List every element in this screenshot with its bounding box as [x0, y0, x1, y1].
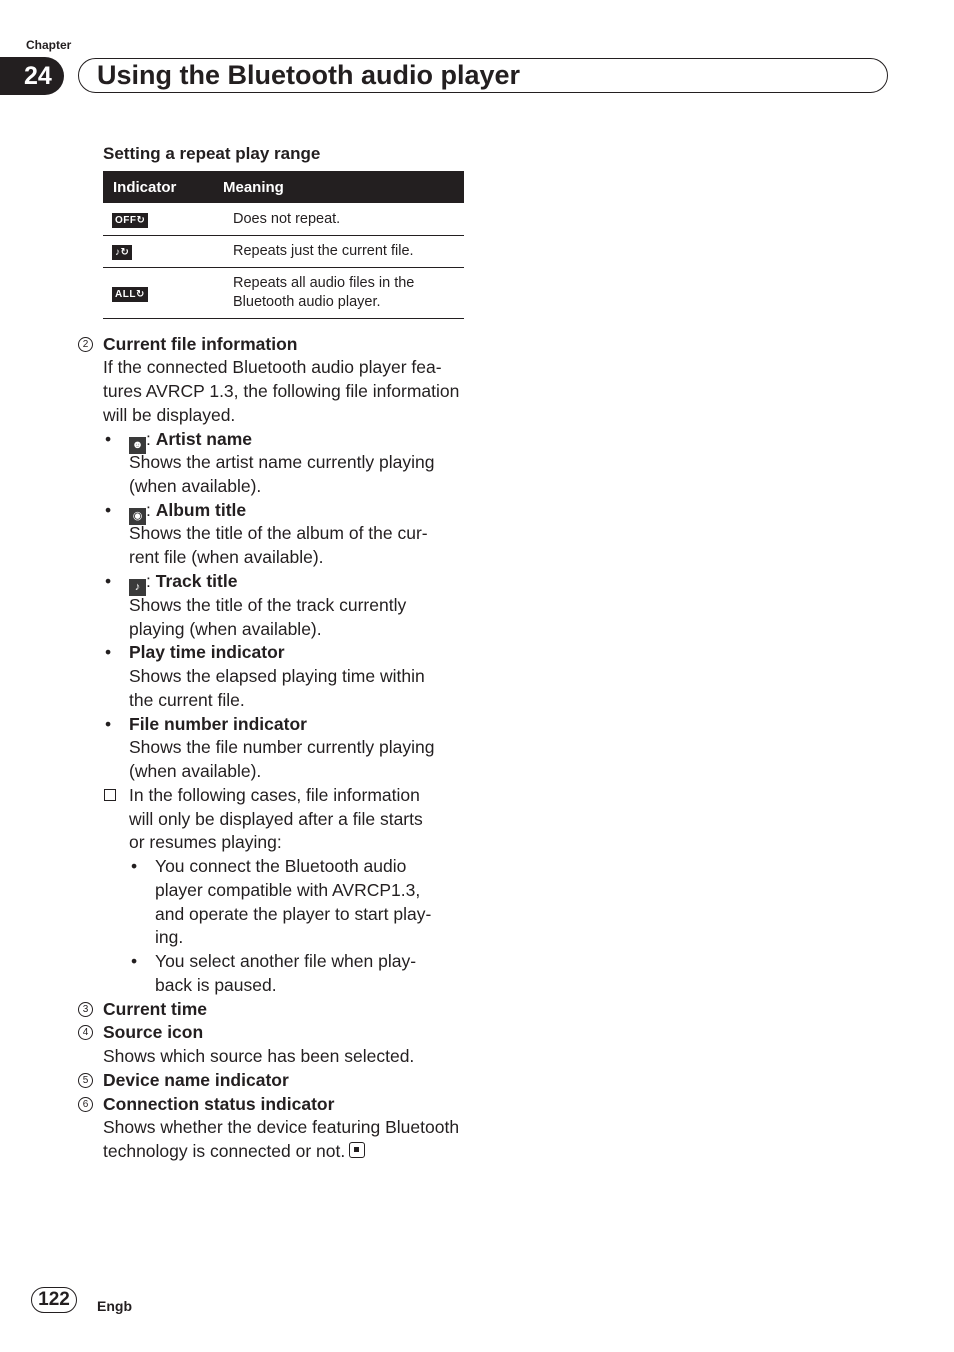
table-cell: Does not repeat.: [233, 210, 341, 227]
bullet: •: [105, 500, 112, 520]
table-cell: Repeats all audio files in the Bluetooth audio player.: [233, 275, 415, 310]
end-mark-icon: [349, 1142, 365, 1158]
note-text: will only be displayed after a file starts: [129, 809, 423, 829]
column-header-meaning: Meaning: [223, 178, 284, 196]
column-header-indicator: Indicator: [113, 178, 177, 196]
note-text: or resumes playing:: [129, 832, 282, 852]
page-number: 122: [31, 1287, 77, 1313]
chapter-label: Chapter: [26, 38, 72, 52]
sub-bullet-text: ing.: [155, 927, 184, 947]
repeat-one-icon: ♪ ↻: [112, 245, 132, 260]
chapter-number: 24: [0, 57, 64, 95]
item-marker: 5: [78, 1073, 93, 1088]
table-cell: Repeats just the current file.: [233, 243, 414, 259]
item-body: Shows whether the device featuring Bluetooth: [103, 1117, 460, 1137]
repeat-off-icon: OFF ↻: [112, 213, 148, 228]
item-body: Shows which source has been selected.: [103, 1046, 415, 1066]
table-header: [103, 171, 464, 203]
list-item: File number indicator: [129, 714, 307, 734]
item-body: If the connected Bluetooth audio player fea-: [103, 357, 442, 377]
item-body: technology is connected or not.: [103, 1141, 365, 1162]
track-icon: ♪: [129, 579, 146, 596]
list-item: ☻ : Artist name: [129, 429, 252, 454]
album-icon: ◉: [129, 508, 146, 525]
list-item: ♪ : Track title: [129, 571, 237, 596]
sub-bullet-text: and operate the player to start play-: [155, 904, 432, 924]
table-row: [103, 236, 464, 268]
list-item-desc: (when available).: [129, 761, 262, 781]
item-title: Current time: [103, 999, 208, 1019]
table-row: [103, 268, 464, 319]
list-item-desc: the current file.: [129, 690, 245, 710]
item-body: will be displayed.: [103, 405, 236, 425]
section-heading: Setting a repeat play range: [103, 144, 321, 163]
bullet: •: [105, 429, 112, 449]
note-text: In the following cases, file information: [129, 785, 420, 805]
item-marker: 6: [78, 1097, 93, 1112]
item-title: Connection status indicator: [103, 1094, 335, 1114]
bullet: •: [131, 951, 138, 971]
bullet: •: [105, 714, 112, 734]
item-marker: 2: [78, 337, 93, 352]
list-item: ◉ : Album title: [129, 500, 246, 525]
page-title: Using the Bluetooth audio player: [97, 60, 521, 90]
table-row: [103, 203, 464, 236]
list-item-desc: Shows the artist name currently playing: [129, 452, 435, 472]
repeat-all-icon: ALL ↻: [112, 287, 148, 302]
list-item-desc: playing (when available).: [129, 619, 322, 639]
item-title: Device name indicator: [103, 1070, 289, 1090]
bullet: •: [131, 856, 138, 876]
list-item-desc: Shows the elapsed playing time within: [129, 666, 425, 686]
list-item-desc: Shows the file number currently playing: [129, 737, 435, 757]
language-code: Engb: [97, 1298, 132, 1314]
item-marker: 4: [78, 1025, 93, 1040]
item-body: tures AVRCP 1.3, the following file information: [103, 381, 460, 401]
item-title: Current file information: [103, 334, 298, 354]
list-item-desc: Shows the title of the track currently: [129, 595, 407, 615]
sub-bullet-text: You select another file when play-: [155, 951, 417, 971]
sub-bullet-text: player compatible with AVRCP1.3,: [155, 880, 421, 900]
bullet: •: [105, 642, 112, 662]
sub-bullet-text: You connect the Bluetooth audio: [155, 856, 407, 876]
list-item: Play time indicator: [129, 642, 285, 662]
list-item-desc: (when available).: [129, 476, 262, 496]
item-title: Source icon: [103, 1022, 204, 1042]
list-item-desc: rent file (when available).: [129, 547, 324, 567]
repeat-table: [103, 171, 464, 319]
sub-bullet-text: back is paused.: [155, 975, 277, 995]
bullet: •: [105, 571, 112, 591]
note-checkbox-icon: [104, 789, 116, 801]
list-item-desc: Shows the title of the album of the cur-: [129, 523, 428, 543]
artist-icon: ☻: [129, 437, 146, 454]
item-marker: 3: [78, 1002, 93, 1017]
